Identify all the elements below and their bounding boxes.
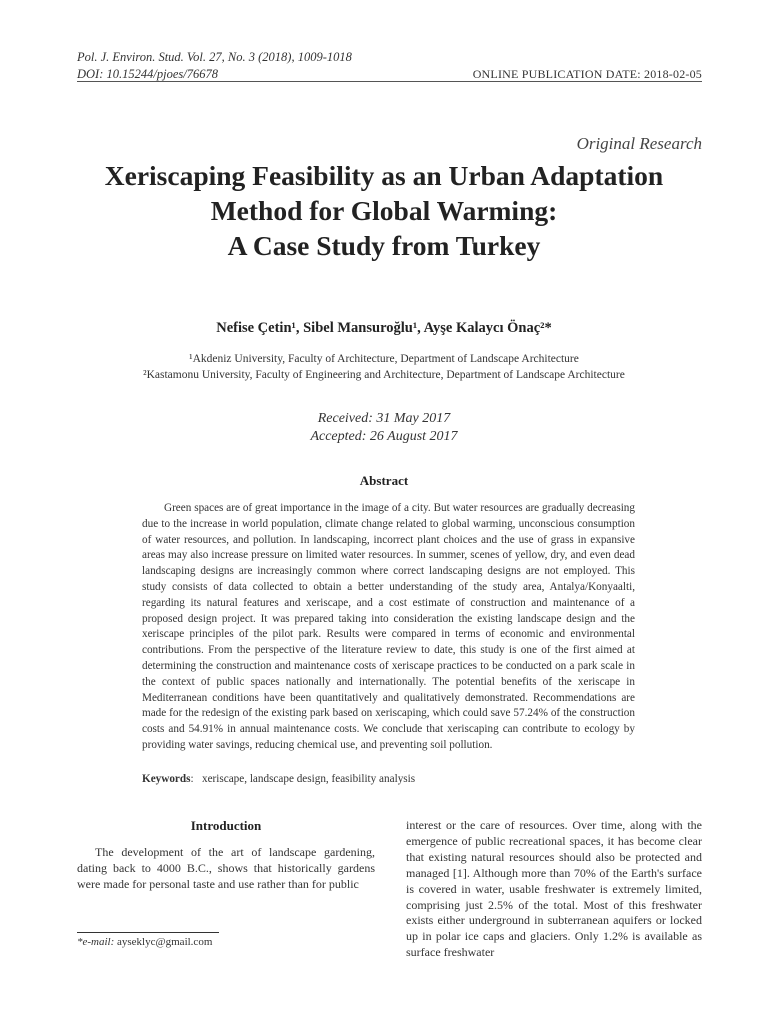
keywords: Keywords: xeriscape, landscape design, feasibility analysis <box>142 773 416 785</box>
title-line: A Case Study from Turkey <box>227 230 541 261</box>
email-link[interactable]: ayseklyc@gmail.com <box>117 936 213 948</box>
article-dates <box>60 410 708 446</box>
affiliation-1: ¹Akdeniz University, Faculty of Architecture, Department of Landscape Architecture <box>189 353 579 365</box>
accepted-date: Accepted: 26 August 2017 <box>310 429 458 444</box>
introduction-heading: Introduction <box>190 818 262 833</box>
affiliations <box>60 351 708 383</box>
journal-citation: Pol. J. Environ. Stud. Vol. 27, No. 3 (2018), 1009-1018 <box>77 50 352 64</box>
keywords-label: Keywords <box>142 773 191 785</box>
affiliation-2: ²Kastamonu University, Faculty of Engineering and Architecture, Department of Landscape Architecture <box>143 369 625 381</box>
doi-link[interactable]: DOI: 10.15244/pjoes/76678 <box>77 67 218 81</box>
introduction-column-right: interest or the care of resources. Over time, along with the emergence of public recreational spaces, it has become clear that existing natural resources should also be protected and managed [1]. Although more than 70% of the Earth's surface is covered in water, usable freshwater is extremely limited, comprising just 2.5% of the total. Most of this freshwater exists either underground in subterranean aquifers or locked up in polar ice caps and glaciers. Only 1.2% is available as surface freshwater <box>406 818 702 960</box>
paper-title <box>60 158 708 263</box>
introduction-column-left: The development of the art of landscape gardening, dating back to 4000 B.C., shows that historically gardens were made for personal taste and use rather than for public <box>77 845 375 891</box>
corresponding-email <box>77 936 212 948</box>
author-list: Nefise Çetin¹, Sibel Mansuroğlu¹, Ayşe Kalaycı Önaç²* <box>216 320 552 336</box>
article-type: Original Research <box>576 134 702 153</box>
received-date: Received: 31 May 2017 <box>317 411 451 426</box>
publication-date: ONLINE PUBLICATION DATE: 2018-02-05 <box>472 67 702 81</box>
title-line: Xeriscaping Feasibility as an Urban Adaptation <box>104 160 664 191</box>
footnote-label: *e-mail: <box>77 936 118 948</box>
abstract-heading: Abstract <box>359 473 409 488</box>
title-line: Method for Global Warming: <box>210 195 558 226</box>
header-divider <box>77 81 702 82</box>
abstract-text: Green spaces are of great importance in the image of a city. But water resources are gradually decreasing due to the increase in world population, climate change related to global warming, unconscious consumption of water resources, and pollution. In landscaping, incorrect plant choices and the use of grass in expansive areas may also increase pressure on limited water resources. In summer, scenes of yellow, dry, and even dead landscaping designs are increasingly common where correct landscaping designs are not employed. This study consists of data collected to obtain a better understanding of the study area, Antalya/Konyaalti, regarding its natural features and xeriscape, and a cost estimate of construction and maintenance of a proposed design project. It was prepared taking into consideration the existing landscape design and the xeriscape principles of the pilot park. Results were compared in terms of economic and environmental contributions. From the perspective of the literature review to date, this study is one of the first aimed at determining the construction and maintenance costs of xeriscape practices to be conducted on a park scale in the context of public spaces nationally and internationally. The potential benefits of the xeriscape in Mediterranean conditions have been quantitatively and qualitatively demonstrated. Recommendations are made for the redesign of the existing park based on xeriscaping, which could save 57.24% of the construction costs and 54.91% in annual maintenance costs. We conclude that xeriscaping can contribute to ecology by providing water savings, reducing chemical use, and preventing soil pollution. <box>142 502 635 751</box>
footnote-divider <box>77 932 219 933</box>
keywords-text: xeriscape, landscape design, feasibility analysis <box>201 773 416 785</box>
